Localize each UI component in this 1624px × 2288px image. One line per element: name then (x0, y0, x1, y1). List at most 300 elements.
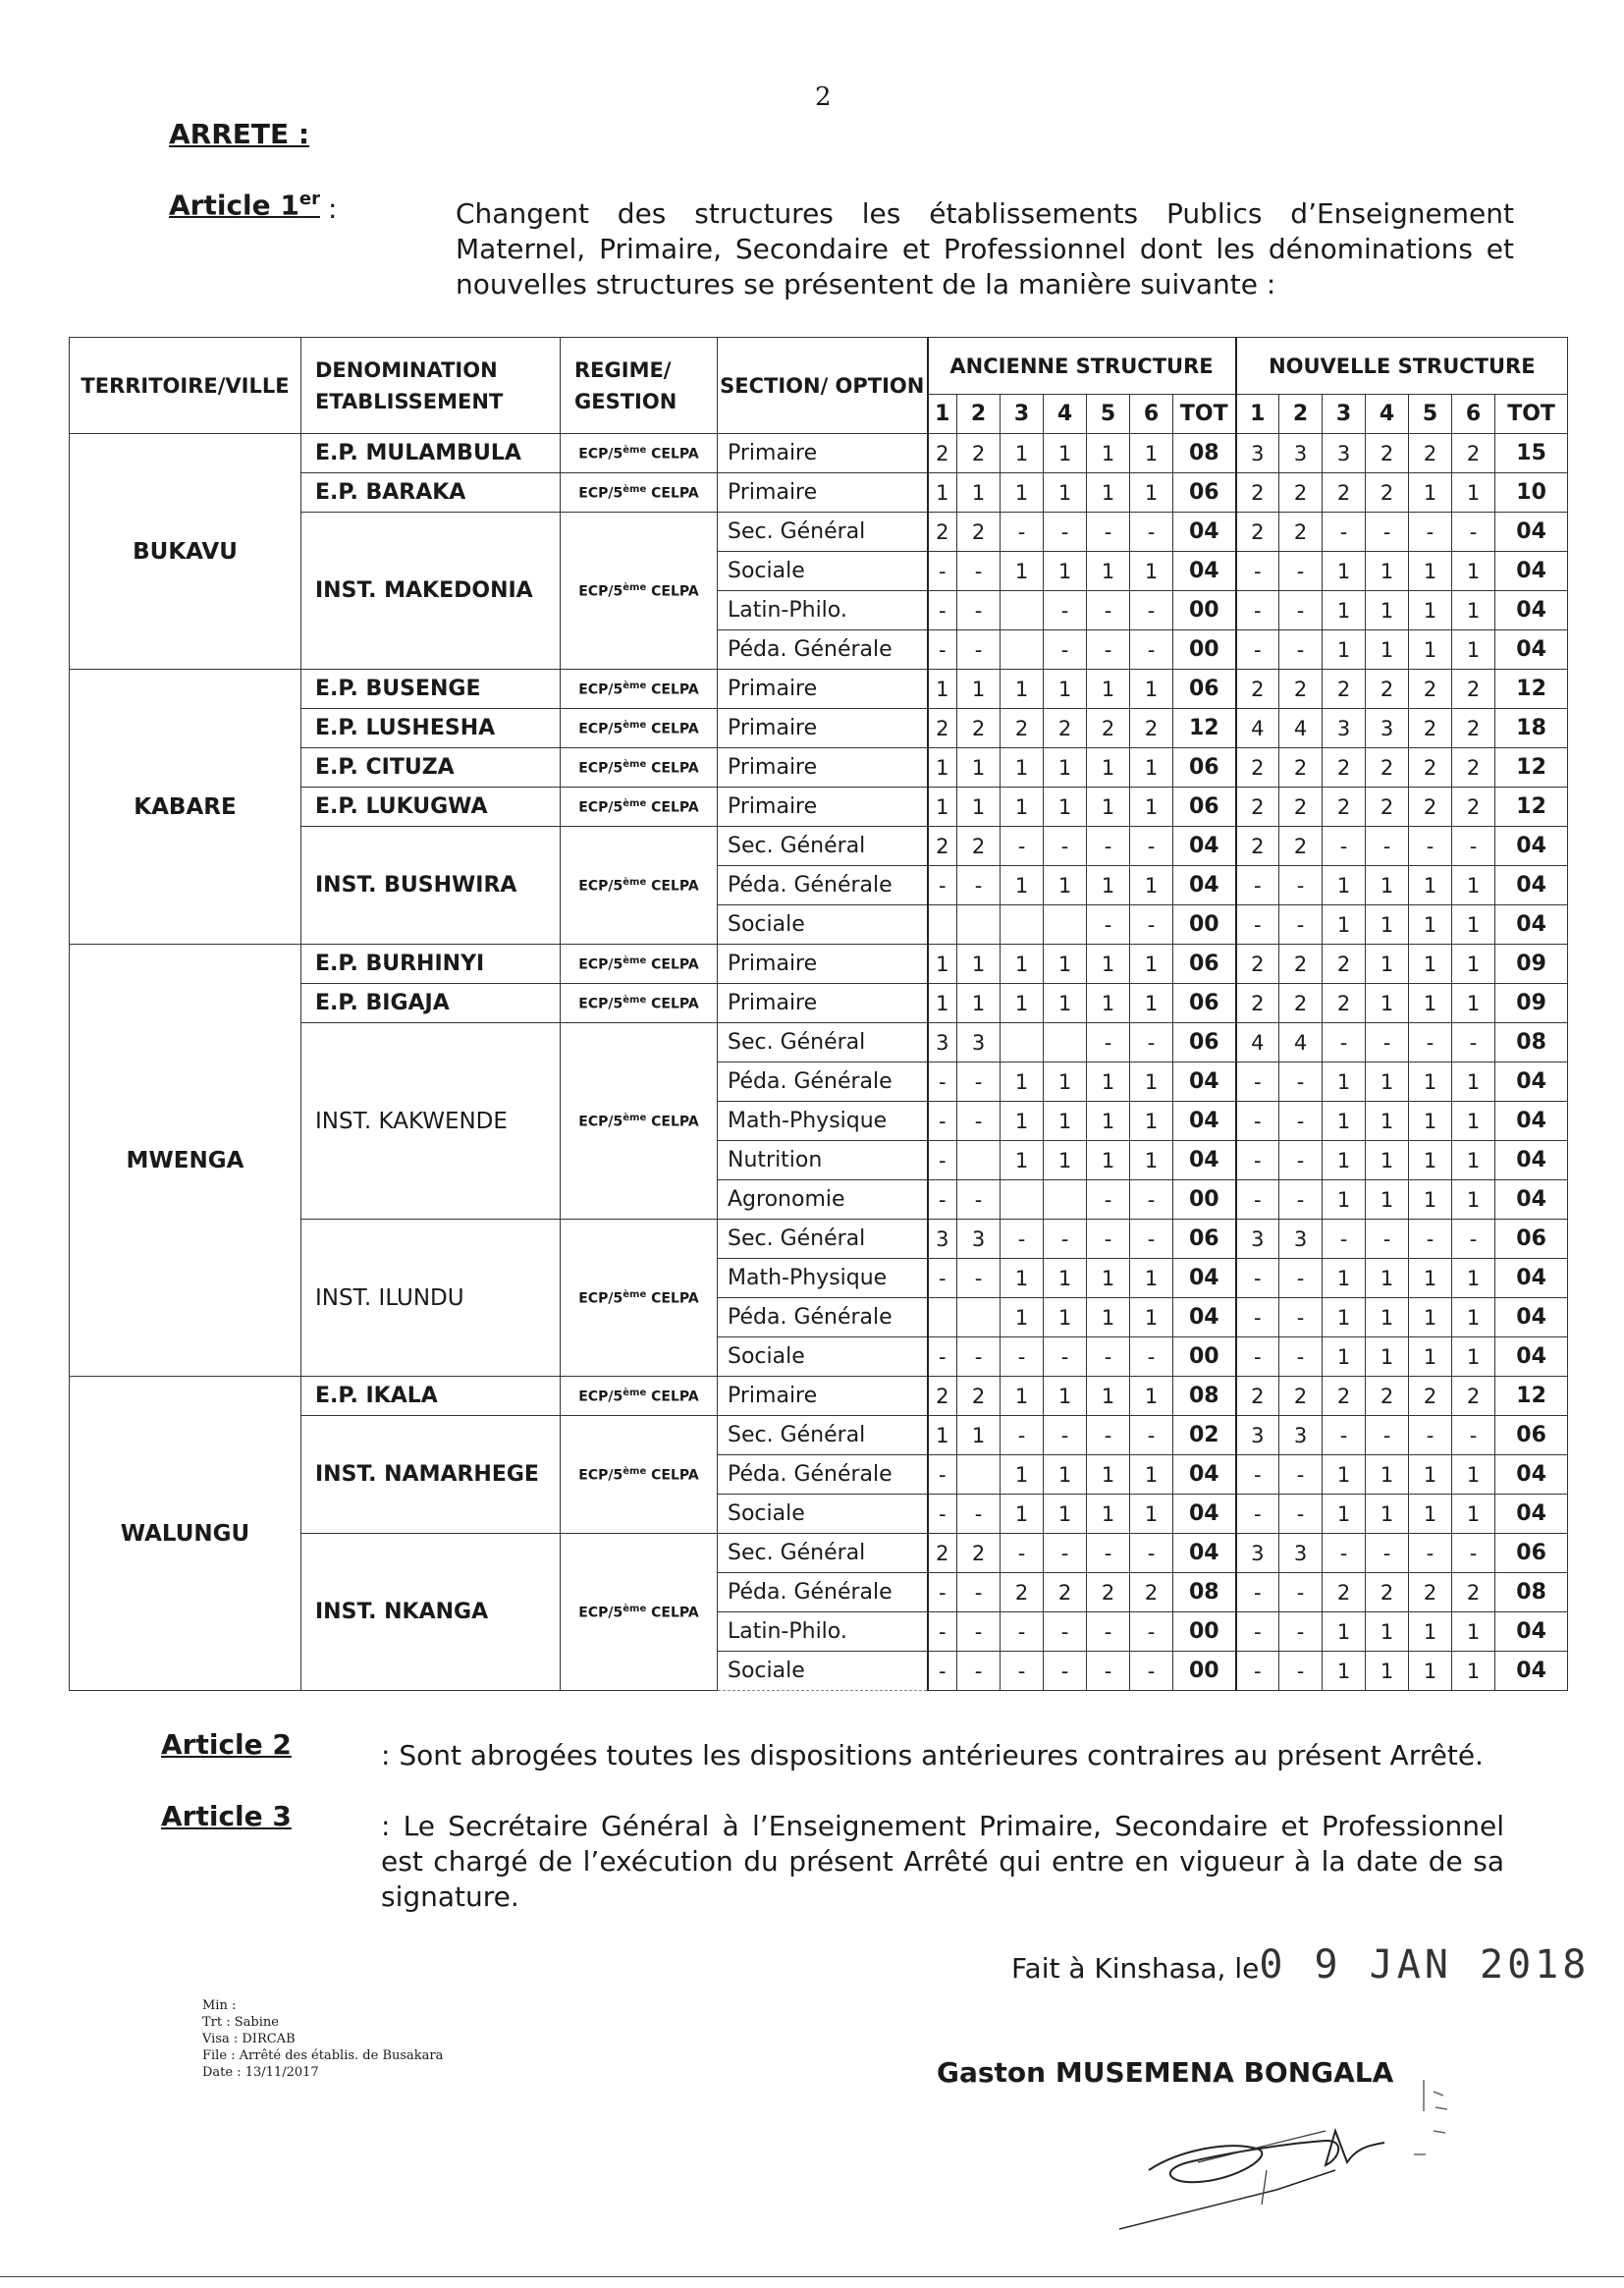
ancienne-value-cell: 1 (1130, 1455, 1173, 1495)
nouvelle-total-cell: 08 (1495, 1023, 1568, 1062)
nouvelle-value-cell: 1 (1366, 1495, 1409, 1534)
nouvelle-value-cell: 1 (1452, 866, 1495, 905)
nouvelle-total-cell: 09 (1495, 945, 1568, 984)
nouvelle-value-cell: 2 (1279, 513, 1323, 552)
ancienne-value-cell: - (1044, 513, 1087, 552)
ancienne-value-cell: 1 (1001, 866, 1044, 905)
nouvelle-value-cell: 1 (1452, 1298, 1495, 1337)
nouvelle-value-cell: 1 (1409, 1102, 1452, 1141)
ancienne-value-cell: - (1130, 630, 1173, 670)
header-denomination: DENOMINATION ETABLISSEMENT (301, 338, 561, 434)
nouvelle-value-cell: - (1279, 552, 1323, 591)
ancienne-value-cell: 1 (1087, 1102, 1130, 1141)
nouvelle-value-cell: 2 (1409, 434, 1452, 473)
ancienne-value-cell: - (1130, 827, 1173, 866)
nouvelle-value-cell: 3 (1323, 709, 1366, 748)
ancienne-value-cell: - (957, 1259, 1001, 1298)
nouvelle-total-cell: 08 (1495, 1573, 1568, 1612)
nouvelle-value-cell: 1 (1366, 905, 1409, 945)
nouvelle-value-cell: 1 (1323, 630, 1366, 670)
nouvelle-value-cell: 1 (1452, 591, 1495, 630)
ancienne-value-cell: - (928, 1612, 957, 1652)
school-name: INST. NAMARHEGE (301, 1416, 561, 1534)
regime-suffix: CELPA (646, 681, 699, 698)
ancienne-value-cell: 1 (1001, 748, 1044, 788)
ancienne-value-cell (928, 905, 957, 945)
nouvelle-value-cell: 2 (1323, 748, 1366, 788)
ancienne-value-cell: 1 (957, 945, 1001, 984)
ancienne-value-cell: 1 (1087, 1062, 1130, 1102)
ancienne-col-header: 5 (1087, 395, 1130, 434)
nouvelle-value-cell: - (1236, 1141, 1279, 1180)
school-name: INST. BUSHWIRA (301, 827, 561, 945)
ancienne-value-cell: - (1001, 1416, 1044, 1455)
ancienne-value-cell: - (1001, 513, 1044, 552)
ancienne-value-cell: - (957, 1573, 1001, 1612)
nouvelle-value-cell: 1 (1409, 552, 1452, 591)
ancienne-value-cell: - (928, 552, 957, 591)
section-option: Sec. Général (718, 827, 928, 866)
nouvelle-value-cell: 1 (1409, 1612, 1452, 1652)
ancienne-value-cell: 1 (928, 748, 957, 788)
ancienne-value-cell: 3 (928, 1220, 957, 1259)
nouvelle-value-cell: 1 (1323, 1612, 1366, 1652)
ancienne-value-cell: - (928, 1102, 957, 1141)
nouvelle-value-cell: 1 (1366, 1652, 1409, 1691)
ancienne-value-cell: - (1044, 591, 1087, 630)
section-option: Latin-Philo. (718, 591, 928, 630)
nouvelle-value-cell: 1 (1366, 1298, 1409, 1337)
nouvelle-value-cell: 2 (1279, 827, 1323, 866)
regime-sup: ème (623, 1603, 647, 1614)
regime-suffix: CELPA (646, 1290, 699, 1307)
nouvelle-value-cell: - (1236, 1612, 1279, 1652)
regime-sup: ème (623, 444, 647, 456)
ancienne-value-cell: - (1087, 905, 1130, 945)
nouvelle-total-cell: 09 (1495, 984, 1568, 1023)
ancienne-value-cell: - (957, 1337, 1001, 1377)
nouvelle-value-cell: - (1236, 591, 1279, 630)
nouvelle-value-cell: 1 (1452, 1102, 1495, 1141)
nouvelle-total-cell: 04 (1495, 866, 1568, 905)
nouvelle-value-cell: - (1452, 1023, 1495, 1062)
nouvelle-value-cell: 1 (1366, 1062, 1409, 1102)
ancienne-value-cell: - (928, 630, 957, 670)
ancienne-value-cell: - (1001, 1652, 1044, 1691)
section-option: Primaire (718, 788, 928, 827)
ancienne-value-cell: - (1130, 905, 1173, 945)
regime-sup: ème (623, 994, 647, 1006)
ancienne-value-cell: 1 (1130, 670, 1173, 709)
ancienne-col-header: 2 (957, 395, 1001, 434)
ancienne-value-cell: - (1087, 1652, 1130, 1691)
ancienne-total-cell: 08 (1173, 434, 1236, 473)
nouvelle-value-cell: 2 (1236, 945, 1279, 984)
nouvelle-value-cell: - (1236, 1337, 1279, 1377)
regime-cell (561, 1377, 718, 1416)
ancienne-value-cell: - (1087, 630, 1130, 670)
nouvelle-value-cell: 3 (1279, 1416, 1323, 1455)
nouvelle-value-cell: - (1279, 1455, 1323, 1495)
ancienne-value-cell: - (1087, 1337, 1130, 1377)
ancienne-value-cell: 2 (957, 827, 1001, 866)
regime-value: ECP/5 (578, 1467, 623, 1484)
nouvelle-value-cell: 2 (1236, 827, 1279, 866)
ancienne-value-cell: 1 (1044, 984, 1087, 1023)
regime-suffix: CELPA (646, 1605, 699, 1621)
nouvelle-col-header: 5 (1409, 395, 1452, 434)
regime-cell (561, 434, 718, 473)
ancienne-value-cell: 1 (1130, 945, 1173, 984)
nouvelle-value-cell: - (1236, 1102, 1279, 1141)
nouvelle-value-cell: 1 (1409, 630, 1452, 670)
nouvelle-value-cell: - (1236, 1455, 1279, 1495)
school-name: E.P. BUSENGE (301, 670, 561, 709)
regime-sup: ème (623, 719, 647, 731)
ancienne-value-cell: 2 (928, 1377, 957, 1416)
school-name: E.P. LUSHESHA (301, 709, 561, 748)
nouvelle-value-cell: 2 (1452, 709, 1495, 748)
section-option: Péda. Générale (718, 1455, 928, 1495)
regime-suffix: CELPA (646, 1114, 699, 1130)
regime-sup: ème (623, 758, 647, 770)
nouvelle-value-cell: 2 (1279, 984, 1323, 1023)
ancienne-value-cell: - (1044, 1337, 1087, 1377)
nouvelle-value-cell: 2 (1409, 748, 1452, 788)
nouvelle-total-cell: 04 (1495, 827, 1568, 866)
ancienne-value-cell: 1 (1130, 1141, 1173, 1180)
ancienne-value-cell (957, 1141, 1001, 1180)
ancienne-value-cell: 1 (1130, 866, 1173, 905)
nouvelle-value-cell: 1 (1366, 630, 1409, 670)
ancienne-value-cell: - (928, 591, 957, 630)
nouvelle-value-cell: - (1366, 1023, 1409, 1062)
regime-sup: ème (623, 954, 647, 966)
ancienne-value-cell: - (928, 1259, 957, 1298)
nouvelle-value-cell: - (1279, 1259, 1323, 1298)
nouvelle-value-cell: 1 (1409, 1062, 1452, 1102)
ancienne-value-cell: - (928, 1180, 957, 1220)
nouvelle-value-cell: 1 (1452, 1495, 1495, 1534)
ancienne-col-header: 6 (1130, 395, 1173, 434)
regime-cell (561, 1534, 718, 1691)
ancienne-col-header: 1 (928, 395, 957, 434)
nouvelle-value-cell: - (1279, 1652, 1323, 1691)
ancienne-total-cell: 06 (1173, 1220, 1236, 1259)
section-option: Sociale (718, 1337, 928, 1377)
regime-suffix: CELPA (646, 956, 699, 973)
section-option: Péda. Générale (718, 1573, 928, 1612)
nouvelle-col-header: 6 (1452, 395, 1495, 434)
ancienne-value-cell: - (1087, 827, 1130, 866)
regime-value: ECP/5 (578, 721, 623, 737)
nouvelle-col-header: TOT (1495, 395, 1568, 434)
page-number: 2 (815, 82, 832, 112)
nouvelle-value-cell: - (1236, 866, 1279, 905)
regime-value: ECP/5 (578, 799, 623, 816)
section-option: Primaire (718, 709, 928, 748)
section-option: Sec. Général (718, 1416, 928, 1455)
nouvelle-value-cell: 2 (1323, 1377, 1366, 1416)
ancienne-value-cell: 1 (1001, 1102, 1044, 1141)
nouvelle-value-cell: 1 (1323, 905, 1366, 945)
footer-note-line: Min : (202, 1998, 237, 2013)
nouvelle-value-cell: 1 (1323, 1062, 1366, 1102)
regime-sup: ème (623, 876, 647, 888)
nouvelle-value-cell: 2 (1236, 984, 1279, 1023)
ancienne-value-cell: - (1130, 1220, 1173, 1259)
nouvelle-value-cell: - (1236, 1259, 1279, 1298)
ancienne-total-cell: 04 (1173, 1534, 1236, 1573)
ancienne-value-cell: - (957, 866, 1001, 905)
ancienne-value-cell: 1 (1044, 748, 1087, 788)
nouvelle-value-cell: 4 (1236, 1023, 1279, 1062)
ancienne-value-cell: - (957, 1495, 1001, 1534)
decree-heading: ARRETE : (169, 118, 310, 150)
nouvelle-value-cell: 2 (1409, 670, 1452, 709)
ancienne-value-cell: 2 (928, 1534, 957, 1573)
nouvelle-value-cell: 1 (1409, 591, 1452, 630)
ancienne-total-cell: 04 (1173, 1495, 1236, 1534)
nouvelle-value-cell: 1 (1366, 866, 1409, 905)
nouvelle-value-cell: - (1236, 552, 1279, 591)
nouvelle-value-cell: - (1323, 1220, 1366, 1259)
footer-note-line: Date : 13/11/2017 (202, 2065, 319, 2080)
header-territoire: TERRITOIRE/VILLE (70, 338, 301, 434)
regime-sup: ème (623, 1387, 647, 1398)
ancienne-value-cell: 1 (957, 748, 1001, 788)
nouvelle-value-cell: 2 (1279, 670, 1323, 709)
nouvelle-value-cell: 2 (1366, 788, 1409, 827)
header-ancienne-structure: ANCIENNE STRUCTURE (928, 338, 1236, 395)
nouvelle-value-cell: 1 (1366, 552, 1409, 591)
ancienne-value-cell: - (957, 1612, 1001, 1652)
ancienne-value-cell: 2 (957, 1534, 1001, 1573)
nouvelle-value-cell: 1 (1323, 1298, 1366, 1337)
ancienne-value-cell: - (1087, 1534, 1130, 1573)
regime-suffix: CELPA (646, 878, 699, 895)
nouvelle-value-cell: 4 (1279, 1023, 1323, 1062)
regime-suffix: CELPA (646, 996, 699, 1012)
ancienne-value-cell: 1 (1130, 1495, 1173, 1534)
article-1-label (169, 189, 320, 221)
ancienne-value-cell: 1 (928, 945, 957, 984)
ancienne-value-cell: - (1001, 1337, 1044, 1377)
nouvelle-value-cell: 2 (1366, 1573, 1409, 1612)
regime-value: ECP/5 (578, 485, 623, 502)
nouvelle-value-cell: 4 (1236, 709, 1279, 748)
ancienne-value-cell: - (1044, 1220, 1087, 1259)
section-option: Péda. Générale (718, 866, 928, 905)
ancienne-value-cell: 1 (1130, 748, 1173, 788)
ancienne-value-cell: - (1001, 1534, 1044, 1573)
nouvelle-total-cell: 04 (1495, 1495, 1568, 1534)
nouvelle-value-cell: 3 (1236, 1534, 1279, 1573)
nouvelle-value-cell: - (1452, 1534, 1495, 1573)
nouvelle-value-cell: 2 (1452, 670, 1495, 709)
nouvelle-value-cell: 2 (1409, 788, 1452, 827)
nouvelle-value-cell: 1 (1366, 1337, 1409, 1377)
ancienne-value-cell: - (1001, 827, 1044, 866)
article-2-label: Article 2 (161, 1728, 292, 1761)
nouvelle-value-cell: 1 (1452, 1337, 1495, 1377)
nouvelle-value-cell: 2 (1452, 1573, 1495, 1612)
nouvelle-value-cell: - (1236, 1062, 1279, 1102)
nouvelle-value-cell: 1 (1409, 1298, 1452, 1337)
ancienne-value-cell: - (928, 1337, 957, 1377)
nouvelle-total-cell: 12 (1495, 748, 1568, 788)
ancienne-total-cell: 06 (1173, 748, 1236, 788)
regime-suffix: CELPA (646, 799, 699, 816)
section-option: Primaire (718, 473, 928, 513)
ancienne-value-cell: 2 (1001, 1573, 1044, 1612)
ancienne-value-cell: - (1130, 1337, 1173, 1377)
regime-value: ECP/5 (578, 446, 623, 463)
nouvelle-value-cell: 2 (1366, 748, 1409, 788)
nouvelle-value-cell: - (1236, 1652, 1279, 1691)
nouvelle-total-cell: 12 (1495, 670, 1568, 709)
nouvelle-value-cell: 2 (1323, 1573, 1366, 1612)
ancienne-value-cell (928, 1298, 957, 1337)
table-row (70, 434, 1568, 473)
nouvelle-value-cell: - (1409, 1023, 1452, 1062)
ancienne-value-cell: 1 (1001, 1062, 1044, 1102)
ancienne-value-cell: 1 (1087, 1259, 1130, 1298)
ancienne-value-cell: 1 (1130, 434, 1173, 473)
nouvelle-value-cell: - (1409, 1416, 1452, 1455)
nouvelle-value-cell: - (1279, 1141, 1323, 1180)
nouvelle-total-cell: 06 (1495, 1220, 1568, 1259)
regime-suffix: CELPA (646, 1467, 699, 1484)
ancienne-value-cell: 2 (1130, 709, 1173, 748)
ancienne-value-cell: - (1130, 513, 1173, 552)
section-option: Sociale (718, 905, 928, 945)
ancienne-value-cell: 1 (1130, 1102, 1173, 1141)
nouvelle-value-cell: 1 (1452, 630, 1495, 670)
date-stamp: 0 9 JAN 2018 (1259, 1942, 1591, 1988)
ancienne-value-cell: 2 (1087, 709, 1130, 748)
ancienne-value-cell: 1 (1087, 1455, 1130, 1495)
nouvelle-total-cell: 06 (1495, 1534, 1568, 1573)
nouvelle-value-cell: 1 (1409, 1141, 1452, 1180)
ancienne-value-cell: 2 (957, 1377, 1001, 1416)
ancienne-value-cell: - (928, 1455, 957, 1495)
nouvelle-total-cell: 04 (1495, 1337, 1568, 1377)
ancienne-value-cell: 1 (957, 670, 1001, 709)
nouvelle-value-cell: 1 (1323, 866, 1366, 905)
nouvelle-value-cell: - (1279, 1495, 1323, 1534)
ancienne-value-cell: - (1087, 1180, 1130, 1220)
nouvelle-value-cell: 2 (1279, 788, 1323, 827)
territory-cell: MWENGA (70, 945, 301, 1377)
nouvelle-value-cell: - (1409, 1534, 1452, 1573)
ancienne-value-cell: 1 (1087, 1141, 1130, 1180)
ancienne-value-cell (1001, 630, 1044, 670)
regime-cell (561, 709, 718, 748)
nouvelle-col-header: 3 (1323, 395, 1366, 434)
ancienne-value-cell: 2 (957, 513, 1001, 552)
ancienne-value-cell: 1 (1130, 1062, 1173, 1102)
nouvelle-value-cell: 1 (1409, 1495, 1452, 1534)
ancienne-value-cell: 2 (1001, 709, 1044, 748)
ancienne-value-cell: 1 (1044, 1259, 1087, 1298)
ancienne-value-cell: 1 (1130, 788, 1173, 827)
nouvelle-value-cell: 1 (1366, 1180, 1409, 1220)
nouvelle-total-cell: 04 (1495, 1612, 1568, 1652)
bottom-rule (0, 2276, 1624, 2277)
ancienne-total-cell: 06 (1173, 1023, 1236, 1062)
table-row (70, 945, 1568, 984)
ancienne-value-cell: 1 (928, 1416, 957, 1455)
ancienne-total-cell: 12 (1173, 709, 1236, 748)
nouvelle-value-cell: - (1279, 1062, 1323, 1102)
ancienne-value-cell: 2 (1130, 1573, 1173, 1612)
nouvelle-value-cell: 2 (1279, 1377, 1323, 1416)
nouvelle-total-cell: 18 (1495, 709, 1568, 748)
regime-cell (561, 670, 718, 709)
school-name: INST. ILUNDU (301, 1220, 561, 1377)
ancienne-value-cell: - (928, 1062, 957, 1102)
ancienne-value-cell: 1 (1044, 788, 1087, 827)
nouvelle-value-cell: 1 (1366, 1259, 1409, 1298)
ancienne-value-cell: - (928, 866, 957, 905)
ancienne-total-cell: 06 (1173, 984, 1236, 1023)
nouvelle-value-cell: - (1279, 591, 1323, 630)
nouvelle-total-cell: 04 (1495, 1652, 1568, 1691)
signatory-name: Gaston MUSEMENA BONGALA (937, 2056, 1394, 2089)
ancienne-total-cell: 04 (1173, 1102, 1236, 1141)
ancienne-value-cell: 1 (1130, 473, 1173, 513)
ancienne-value-cell: 1 (1044, 1141, 1087, 1180)
ancienne-value-cell: 1 (1001, 1455, 1044, 1495)
ancienne-value-cell: - (1044, 1612, 1087, 1652)
nouvelle-value-cell: 1 (1452, 984, 1495, 1023)
nouvelle-value-cell: 2 (1279, 748, 1323, 788)
nouvelle-value-cell: 1 (1452, 1455, 1495, 1495)
nouvelle-total-cell: 04 (1495, 1141, 1568, 1180)
nouvelle-value-cell: 3 (1236, 1220, 1279, 1259)
ancienne-value-cell: 1 (1130, 1259, 1173, 1298)
regime-sup: ème (623, 797, 647, 809)
header-section: SECTION/ OPTION (718, 338, 928, 434)
ancienne-value-cell: 2 (928, 434, 957, 473)
nouvelle-value-cell: 3 (1279, 1534, 1323, 1573)
regime-cell (561, 1023, 718, 1220)
nouvelle-value-cell: 2 (1279, 473, 1323, 513)
ancienne-value-cell: 1 (1001, 1298, 1044, 1337)
nouvelle-value-cell: 1 (1323, 1180, 1366, 1220)
ancienne-value-cell: 1 (1001, 434, 1044, 473)
nouvelle-value-cell: 2 (1366, 434, 1409, 473)
table-row (70, 670, 1568, 709)
nouvelle-value-cell: 1 (1409, 945, 1452, 984)
school-name: E.P. CITUZA (301, 748, 561, 788)
regime-suffix: CELPA (646, 485, 699, 502)
ancienne-value-cell: 2 (1044, 709, 1087, 748)
ancienne-value-cell: 2 (957, 434, 1001, 473)
school-name: E.P. LUKUGWA (301, 788, 561, 827)
nouvelle-total-cell: 04 (1495, 1180, 1568, 1220)
nouvelle-value-cell: 2 (1279, 945, 1323, 984)
nouvelle-value-cell: - (1236, 1180, 1279, 1220)
nouvelle-value-cell: 1 (1409, 1259, 1452, 1298)
ancienne-value-cell: 1 (1087, 1377, 1130, 1416)
nouvelle-value-cell: 2 (1409, 709, 1452, 748)
ancienne-total-cell: 04 (1173, 866, 1236, 905)
nouvelle-value-cell: - (1279, 1573, 1323, 1612)
nouvelle-value-cell: 3 (1366, 709, 1409, 748)
nouvelle-total-cell: 04 (1495, 513, 1568, 552)
